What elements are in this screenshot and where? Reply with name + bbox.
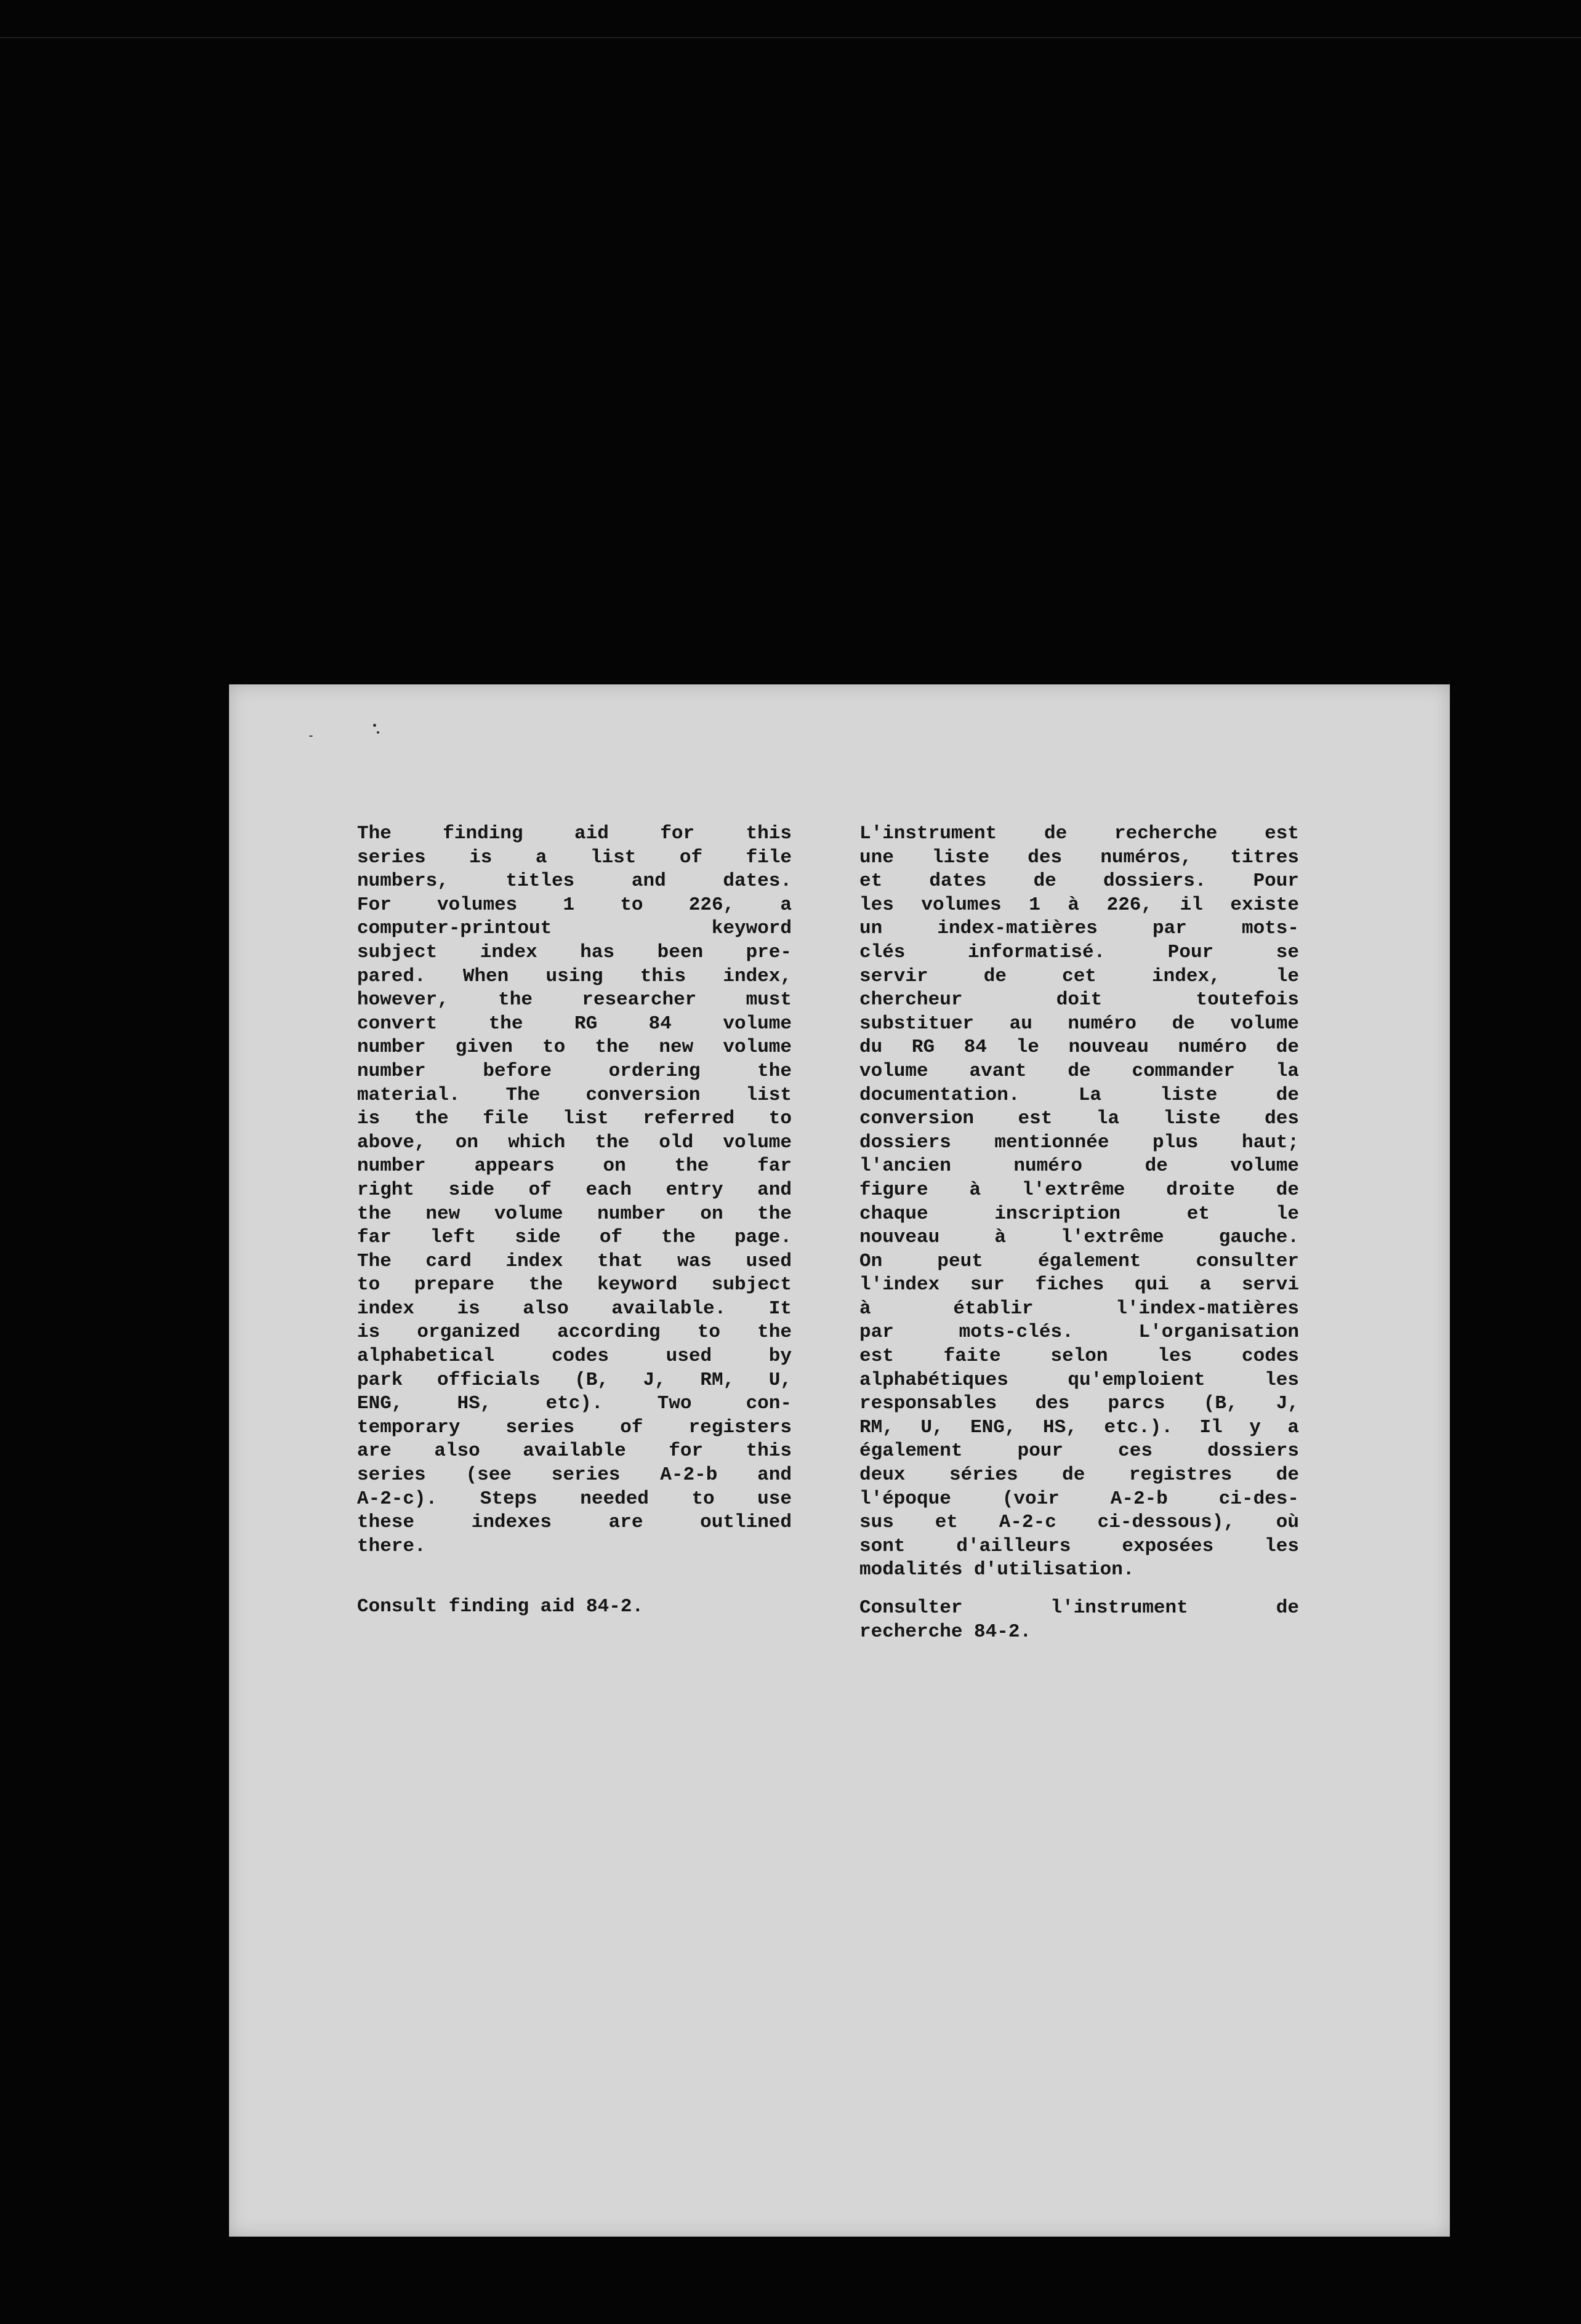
english-line: is organized according to the bbox=[357, 1321, 792, 1344]
document-page bbox=[229, 684, 1450, 2237]
french-consult-line: recherche 84-2. bbox=[859, 1621, 1032, 1643]
english-line: right side of each entry and bbox=[357, 1179, 792, 1201]
english-line: above, on which the old volume bbox=[357, 1131, 792, 1153]
french-column bbox=[859, 822, 1299, 1582]
french-consult-line: Consulter l'instrument de bbox=[859, 1597, 1299, 1619]
french-line: chercheur doit toutefois bbox=[859, 989, 1299, 1011]
english-line: alphabetical codes used by bbox=[357, 1345, 792, 1368]
french-line: modalités d'utilisation. bbox=[859, 1559, 1135, 1581]
english-line: convert the RG 84 volume bbox=[357, 1012, 792, 1035]
english-line: subject index has been pre- bbox=[357, 941, 792, 963]
french-line: un index-matières par mots- bbox=[859, 918, 1299, 940]
french-line: les volumes 1 à 226, il existe bbox=[859, 894, 1299, 916]
dust-speck bbox=[309, 735, 313, 737]
french-line: chaque inscription et le bbox=[859, 1203, 1299, 1225]
english-line: For volumes 1 to 226, a bbox=[357, 894, 792, 916]
french-line: volume avant de commander la bbox=[859, 1060, 1299, 1082]
english-line: there. bbox=[357, 1535, 426, 1557]
english-line: park officials (B, J, RM, U, bbox=[357, 1369, 792, 1391]
english-line: are also available for this bbox=[357, 1440, 792, 1462]
english-line: A-2-c). Steps needed to use bbox=[357, 1488, 792, 1510]
french-line: et dates de dossiers. Pour bbox=[859, 870, 1299, 892]
english-line: these indexes are outlined bbox=[357, 1512, 792, 1534]
english-line: The finding aid for this bbox=[357, 823, 792, 844]
french-line: conversion est la liste des bbox=[859, 1108, 1299, 1130]
french-line: sont d'ailleurs exposées les bbox=[859, 1535, 1299, 1557]
english-line: series (see series A-2-b and bbox=[357, 1464, 792, 1486]
french-line: deux séries de registres de bbox=[859, 1464, 1299, 1486]
english-line: number given to the new volume bbox=[357, 1036, 792, 1059]
french-line: figure à l'extrême droite de bbox=[859, 1179, 1299, 1201]
english-line: however, the researcher must bbox=[357, 989, 792, 1011]
french-line: On peut également consulter bbox=[859, 1250, 1299, 1272]
french-line: également pour ces dossiers bbox=[859, 1440, 1299, 1462]
english-line: the new volume number on the bbox=[357, 1203, 792, 1225]
english-line: index is also available. It bbox=[357, 1297, 792, 1320]
english-line: to prepare the keyword subject bbox=[357, 1274, 792, 1296]
english-consult-line: Consult finding aid 84-2. bbox=[357, 1596, 644, 1617]
english-column bbox=[357, 822, 792, 1558]
english-line: number before ordering the bbox=[357, 1060, 792, 1082]
french-line: RM, U, ENG, HS, etc.). Il y a bbox=[859, 1416, 1299, 1438]
french-line: clés informatisé. Pour se bbox=[859, 941, 1299, 963]
english-line: computer-printout keyword bbox=[357, 918, 792, 940]
film-edge bbox=[0, 37, 1581, 38]
french-line: documentation. La liste de bbox=[859, 1084, 1299, 1106]
english-line: ENG, HS, etc). Two con- bbox=[357, 1393, 792, 1415]
french-line: à établir l'index-matières bbox=[859, 1297, 1299, 1320]
english-line: The card index that was used bbox=[357, 1250, 792, 1272]
english-line: temporary series of registers bbox=[357, 1416, 792, 1438]
english-line: series is a list of file bbox=[357, 846, 792, 868]
french-line: l'ancien numéro de volume bbox=[859, 1155, 1299, 1177]
dust-speck bbox=[373, 724, 376, 727]
dust-speck bbox=[377, 731, 379, 734]
french-line: L'instrument de recherche est bbox=[859, 823, 1299, 844]
english-line: material. The conversion list bbox=[357, 1084, 792, 1106]
french-line: du RG 84 le nouveau numéro de bbox=[859, 1036, 1299, 1059]
english-line: number appears on the far bbox=[357, 1155, 792, 1177]
french-line: l'index sur fiches qui a servi bbox=[859, 1274, 1299, 1296]
french-line: servir de cet index, le bbox=[859, 965, 1299, 987]
english-line: pared. When using this index, bbox=[357, 965, 792, 987]
french-line: nouveau à l'extrême gauche. bbox=[859, 1227, 1299, 1249]
french-line: responsables des parcs (B, J, bbox=[859, 1393, 1299, 1415]
french-line: l'époque (voir A-2-b ci-des- bbox=[859, 1488, 1299, 1510]
english-line: far left side of the page. bbox=[357, 1227, 792, 1249]
french-line: par mots-clés. L'organisation bbox=[859, 1321, 1299, 1344]
french-line: sus et A-2-c ci-dessous), où bbox=[859, 1512, 1299, 1534]
french-line: dossiers mentionnée plus haut; bbox=[859, 1131, 1299, 1153]
english-line: is the file list referred to bbox=[357, 1108, 792, 1130]
french-line: substituer au numéro de volume bbox=[859, 1012, 1299, 1035]
english-consult bbox=[357, 1595, 792, 1619]
french-line: une liste des numéros, titres bbox=[859, 846, 1299, 868]
french-line: est faite selon les codes bbox=[859, 1345, 1299, 1368]
english-line: numbers, titles and dates. bbox=[357, 870, 792, 892]
french-line: alphabétiques qu'emploient les bbox=[859, 1369, 1299, 1391]
french-consult bbox=[859, 1597, 1299, 1644]
